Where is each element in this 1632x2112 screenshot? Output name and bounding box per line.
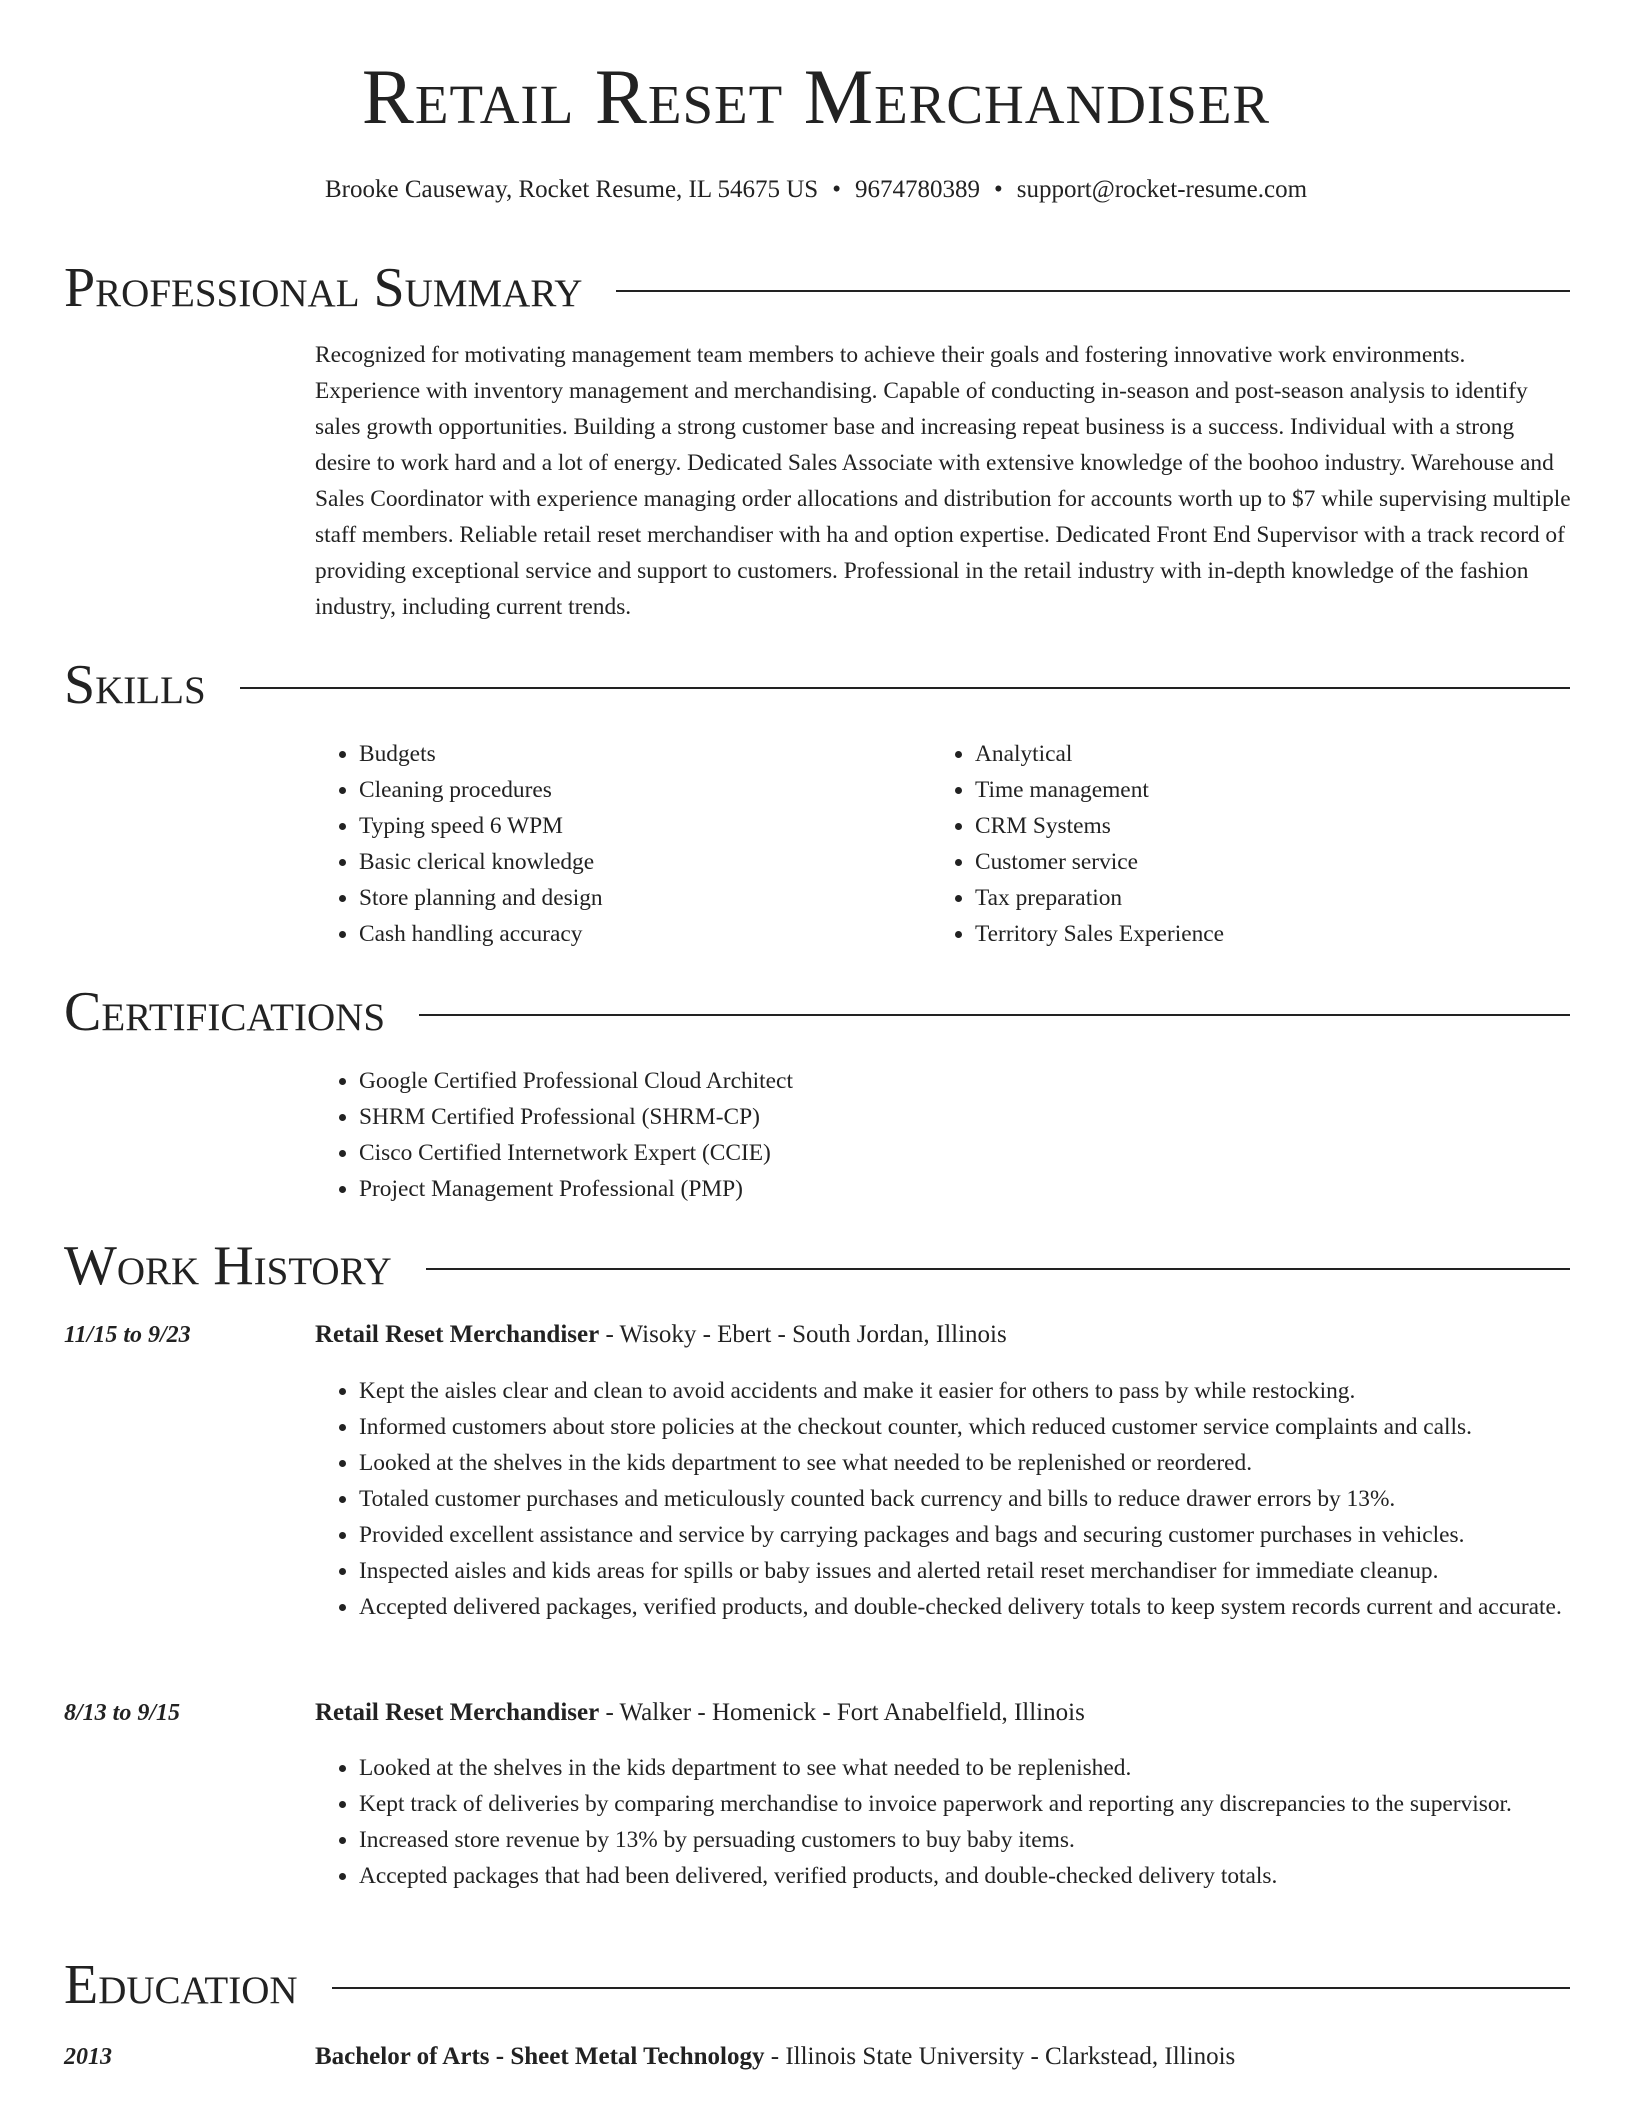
education-school: - Illinois State University - Clarkstead, Illinois <box>764 2043 1236 2070</box>
job-employer: - Wisoky - Ebert - South Jordan, Illinois <box>599 1321 1007 1348</box>
section-divider <box>240 687 1570 689</box>
skill-item: • CRM Systems <box>975 808 1531 844</box>
summary-section-title: Professional Summary <box>64 257 583 319</box>
job-employer: - Walker - Homenick - Fort Anabelfield, Illinois <box>599 1699 1085 1726</box>
job-bullet: • Looked at the shelves in the kids department to see what needed to be replenished. <box>359 1750 1571 1786</box>
section-divider <box>419 1014 1570 1016</box>
education-year: 2013 <box>64 2044 112 2070</box>
skills-column-left <box>315 736 915 952</box>
job-responsibilities <box>315 1750 1571 1894</box>
skills-column-right <box>931 736 1531 952</box>
certifications-section-header <box>64 982 1570 1042</box>
contact-separator: • <box>993 176 1003 203</box>
job-bullet: • Totaled customer purchases and meticulously counted back currency and bills to reduce drawer errors by 13%. <box>359 1481 1571 1517</box>
certifications-section-title: Certifications <box>64 981 386 1043</box>
job-role: Retail Reset Merchandiser <box>315 1321 600 1348</box>
skill-item: • Tax preparation <box>975 880 1531 916</box>
job-heading <box>315 1321 1007 1349</box>
job-bullet: • Provided excellent assistance and service by carrying packages and bags and securing customer purchases in vehicles. <box>359 1517 1571 1553</box>
certification-item: • Project Management Professional (PMP) <box>359 1171 1215 1207</box>
job-bullet: • Looked at the shelves in the kids department to see what needed to be replenished or reordered. <box>359 1445 1571 1481</box>
work-section-title: Work History <box>64 1235 392 1297</box>
job-heading <box>315 1699 1085 1727</box>
section-divider <box>426 1268 1570 1270</box>
job-dates: 11/15 to 9/23 <box>64 1322 191 1348</box>
contact-separator: • <box>832 176 841 203</box>
skill-item: • Territory Sales Experience <box>975 916 1531 952</box>
certification-item: • Google Certified Professional Cloud Architect <box>359 1063 1215 1099</box>
skill-item: • Customer service <box>975 844 1531 880</box>
work-section-header <box>64 1236 1570 1296</box>
job-bullet: • Inspected aisles and kids areas for spills or baby issues and alerted retail reset merchandiser for immediate cleanup. <box>359 1553 1571 1589</box>
section-divider <box>332 1987 1570 1989</box>
skills-section-header <box>64 655 1570 715</box>
education-degree: Bachelor of Arts - Sheet Metal Technology <box>315 2043 765 2070</box>
job-bullet: • Kept the aisles clear and clean to avoid accidents and make it easier for others to pass by while restocking. <box>359 1373 1571 1409</box>
job-bullet: • Kept track of deliveries by comparing merchandise to invoice paperwork and reporting any discrepancies to the supervisor. <box>359 1786 1571 1822</box>
section-divider <box>616 290 1570 292</box>
job-bullet: • Increased store revenue by 13% by persuading customers to buy baby items. <box>359 1822 1571 1858</box>
skill-item: • Budgets <box>359 736 915 772</box>
education-section-title: Education <box>64 1954 298 2016</box>
certification-item: • SHRM Certified Professional (SHRM-CP) <box>359 1099 1215 1135</box>
contact-phone: 9674780389 <box>854 176 980 203</box>
skill-item: • Basic clerical knowledge <box>359 844 915 880</box>
education-section-header <box>64 1955 1570 2015</box>
skill-item: • Store planning and design <box>359 880 915 916</box>
summary-text: Recognized for motivating management team members to achieve their goals and fostering innovative work environments. Experience with inventory management and merchandising. Capable of conducting in-season and post-season analysis to identify sales growth opportunities. Building a strong customer base and increasing repeat business is a success. Individual with a strong desire to work hard and a lot of energy. Dedicated Sales Associate with extensive knowledge of the boohoo industry. Warehouse and Sales Coordinator with experience managing order allocations and distribution for accounts worth up to $7 while supervising multiple staff members. Reliable retail reset merchandiser with ha and option expertise. Dedicated Front End Supervisor with a track record of providing exceptional service and support to customers. Professional in the retail industry with in-depth knowledge of the fashion industry, including current trends. <box>315 342 1571 620</box>
skill-item: • Analytical <box>975 736 1531 772</box>
skills-section-title: Skills <box>64 654 206 716</box>
summary-section-header <box>64 258 1570 318</box>
job-dates: 8/13 to 9/15 <box>64 1700 181 1726</box>
certification-item: • Cisco Certified Internetwork Expert (CCIE) <box>359 1135 1215 1171</box>
contact-email: support@rocket-resume.com <box>1016 176 1308 203</box>
contact-line <box>0 176 1632 204</box>
contact-address: Brooke Causeway, Rocket Resume, IL 54675 US <box>324 176 819 203</box>
skill-item: • Time management <box>975 772 1531 808</box>
skill-item: • Cash handling accuracy <box>359 916 915 952</box>
job-bullet: • Accepted delivered packages, verified products, and double-checked delivery totals to keep system records current and accurate. <box>359 1589 1571 1625</box>
job-role: Retail Reset Merchandiser <box>315 1699 600 1726</box>
job-responsibilities <box>315 1373 1571 1625</box>
skill-item: • Typing speed 6 WPM <box>359 808 915 844</box>
education-heading <box>315 2043 1235 2071</box>
job-bullet: • Accepted packages that had been delivered, verified products, and double-checked delivery totals. <box>359 1858 1571 1894</box>
candidate-name: Retail Reset Merchandiser <box>361 53 1271 140</box>
certifications-list <box>315 1063 1215 1207</box>
skill-item: • Cleaning procedures <box>359 772 915 808</box>
job-bullet: • Informed customers about store policies at the checkout counter, which reduced customer service complaints and calls. <box>359 1409 1571 1445</box>
